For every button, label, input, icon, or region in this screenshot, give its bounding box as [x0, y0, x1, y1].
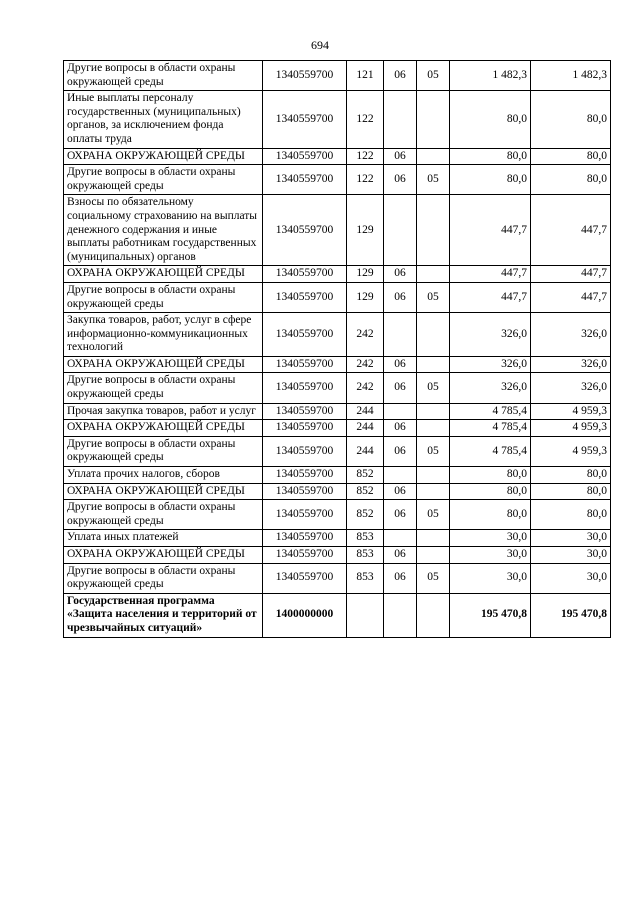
- row-sum-year1-cell: 326,0: [450, 356, 531, 373]
- row-sum-year2-cell: 326,0: [531, 313, 611, 357]
- row-sum-year1-cell: 30,0: [450, 547, 531, 564]
- row-section-cell: [384, 403, 417, 420]
- row-section-cell: [384, 313, 417, 357]
- row-subsection-cell: 05: [417, 282, 450, 312]
- row-sum-year1-cell: 30,0: [450, 563, 531, 593]
- row-section-cell: 06: [384, 356, 417, 373]
- row-subsection-cell: [417, 467, 450, 484]
- table-row: [64, 563, 611, 593]
- row-sum-year2-cell: 195 470,8: [531, 593, 611, 637]
- row-sum-year2-cell: 4 959,3: [531, 436, 611, 466]
- row-sum-year1-cell: 4 785,4: [450, 403, 531, 420]
- row-expense-type-cell: 122: [347, 148, 384, 165]
- row-name-cell: Уплата иных платежей: [64, 530, 263, 547]
- row-name-cell: Государственная программа «Защита населения и территорий от чрезвычайных ситуаций»: [64, 593, 263, 637]
- table-row: [64, 593, 611, 637]
- row-subsection-cell: 05: [417, 500, 450, 530]
- row-sum-year2-cell: 447,7: [531, 195, 611, 266]
- row-expense-type-cell: 853: [347, 530, 384, 547]
- row-name-cell: ОХРАНА ОКРУЖАЮЩЕЙ СРЕДЫ: [64, 356, 263, 373]
- row-section-cell: 06: [384, 547, 417, 564]
- row-sum-year2-cell: 30,0: [531, 547, 611, 564]
- row-sum-year2-cell: 4 959,3: [531, 420, 611, 437]
- row-sum-year2-cell: 80,0: [531, 483, 611, 500]
- table-row: [64, 467, 611, 484]
- row-expense-type-cell: 129: [347, 266, 384, 283]
- row-section-cell: 06: [384, 420, 417, 437]
- row-code-cell: 1340559700: [263, 266, 347, 283]
- row-subsection-cell: [417, 195, 450, 266]
- table-row: [64, 530, 611, 547]
- row-section-cell: 06: [384, 266, 417, 283]
- row-name-cell: Уплата прочих налогов, сборов: [64, 467, 263, 484]
- row-name-cell: Иные выплаты персоналу государственных (муниципальных) органов, за исключением фонда оплаты труда: [64, 91, 263, 148]
- row-name-cell: ОХРАНА ОКРУЖАЮЩЕЙ СРЕДЫ: [64, 547, 263, 564]
- row-section-cell: 06: [384, 282, 417, 312]
- row-code-cell: 1340559700: [263, 467, 347, 484]
- row-sum-year1-cell: 4 785,4: [450, 436, 531, 466]
- row-expense-type-cell: 852: [347, 467, 384, 484]
- row-sum-year1-cell: 447,7: [450, 266, 531, 283]
- row-section-cell: [384, 467, 417, 484]
- table-row: [64, 356, 611, 373]
- table-row: [64, 436, 611, 466]
- row-sum-year1-cell: 326,0: [450, 313, 531, 357]
- row-subsection-cell: 05: [417, 436, 450, 466]
- table-row: [64, 373, 611, 403]
- row-code-cell: 1340559700: [263, 547, 347, 564]
- row-expense-type-cell: 242: [347, 356, 384, 373]
- row-subsection-cell: [417, 403, 450, 420]
- row-sum-year2-cell: 30,0: [531, 563, 611, 593]
- row-code-cell: 1340559700: [263, 282, 347, 312]
- row-expense-type-cell: 244: [347, 420, 384, 437]
- row-sum-year1-cell: 4 785,4: [450, 420, 531, 437]
- row-subsection-cell: [417, 420, 450, 437]
- table-row: [64, 91, 611, 148]
- row-code-cell: 1340559700: [263, 420, 347, 437]
- row-name-cell: ОХРАНА ОКРУЖАЮЩЕЙ СРЕДЫ: [64, 266, 263, 283]
- row-name-cell: ОХРАНА ОКРУЖАЮЩЕЙ СРЕДЫ: [64, 148, 263, 165]
- row-subsection-cell: [417, 313, 450, 357]
- row-subsection-cell: 05: [417, 61, 450, 91]
- row-sum-year1-cell: 80,0: [450, 91, 531, 148]
- row-sum-year2-cell: 80,0: [531, 467, 611, 484]
- row-code-cell: 1340559700: [263, 61, 347, 91]
- row-sum-year2-cell: 447,7: [531, 266, 611, 283]
- row-section-cell: 06: [384, 483, 417, 500]
- page-number: 694: [311, 38, 329, 52]
- row-name-cell: Другие вопросы в области охраны окружающей среды: [64, 373, 263, 403]
- row-expense-type-cell: 853: [347, 563, 384, 593]
- row-code-cell: 1340559700: [263, 483, 347, 500]
- row-subsection-cell: [417, 483, 450, 500]
- row-code-cell: 1340559700: [263, 436, 347, 466]
- table-row: [64, 313, 611, 357]
- table-row: [64, 500, 611, 530]
- row-code-cell: 1400000000: [263, 593, 347, 637]
- row-subsection-cell: [417, 593, 450, 637]
- row-expense-type-cell: 244: [347, 436, 384, 466]
- row-expense-type-cell: 122: [347, 91, 384, 148]
- row-expense-type-cell: 853: [347, 547, 384, 564]
- row-section-cell: 06: [384, 148, 417, 165]
- row-expense-type-cell: [347, 593, 384, 637]
- row-sum-year2-cell: 80,0: [531, 91, 611, 148]
- row-name-cell: Другие вопросы в области охраны окружающей среды: [64, 282, 263, 312]
- row-code-cell: 1340559700: [263, 500, 347, 530]
- row-sum-year1-cell: 80,0: [450, 483, 531, 500]
- row-name-cell: ОХРАНА ОКРУЖАЮЩЕЙ СРЕДЫ: [64, 420, 263, 437]
- row-subsection-cell: [417, 266, 450, 283]
- row-expense-type-cell: 242: [347, 373, 384, 403]
- row-sum-year2-cell: 1 482,3: [531, 61, 611, 91]
- budget-table: [63, 60, 611, 638]
- row-code-cell: 1340559700: [263, 373, 347, 403]
- row-name-cell: Другие вопросы в области охраны окружающей среды: [64, 436, 263, 466]
- row-sum-year1-cell: 326,0: [450, 373, 531, 403]
- row-expense-type-cell: 129: [347, 195, 384, 266]
- row-sum-year1-cell: 80,0: [450, 500, 531, 530]
- row-expense-type-cell: 129: [347, 282, 384, 312]
- table-body: [64, 61, 611, 638]
- row-section-cell: 06: [384, 436, 417, 466]
- row-sum-year2-cell: 80,0: [531, 500, 611, 530]
- row-subsection-cell: [417, 91, 450, 148]
- table-row: [64, 483, 611, 500]
- row-code-cell: 1340559700: [263, 356, 347, 373]
- row-name-cell: Закупка товаров, работ, услуг в сфере информационно-коммуникационных технологий: [64, 313, 263, 357]
- row-section-cell: [384, 91, 417, 148]
- row-section-cell: 06: [384, 563, 417, 593]
- table-row: [64, 195, 611, 266]
- row-name-cell: ОХРАНА ОКРУЖАЮЩЕЙ СРЕДЫ: [64, 483, 263, 500]
- row-sum-year2-cell: 326,0: [531, 373, 611, 403]
- row-sum-year1-cell: 80,0: [450, 165, 531, 195]
- row-expense-type-cell: 122: [347, 165, 384, 195]
- row-section-cell: 06: [384, 500, 417, 530]
- row-name-cell: Другие вопросы в области охраны окружающей среды: [64, 165, 263, 195]
- row-section-cell: 06: [384, 373, 417, 403]
- row-expense-type-cell: 242: [347, 313, 384, 357]
- row-sum-year1-cell: 195 470,8: [450, 593, 531, 637]
- row-sum-year1-cell: 1 482,3: [450, 61, 531, 91]
- row-code-cell: 1340559700: [263, 148, 347, 165]
- row-sum-year1-cell: 80,0: [450, 148, 531, 165]
- table-row: [64, 61, 611, 91]
- row-code-cell: 1340559700: [263, 165, 347, 195]
- row-section-cell: 06: [384, 61, 417, 91]
- table-row: [64, 420, 611, 437]
- row-subsection-cell: [417, 547, 450, 564]
- row-name-cell: Другие вопросы в области охраны окружающей среды: [64, 563, 263, 593]
- row-sum-year2-cell: 447,7: [531, 282, 611, 312]
- row-subsection-cell: [417, 148, 450, 165]
- row-code-cell: 1340559700: [263, 563, 347, 593]
- row-sum-year2-cell: 80,0: [531, 148, 611, 165]
- row-code-cell: 1340559700: [263, 403, 347, 420]
- row-subsection-cell: 05: [417, 165, 450, 195]
- row-name-cell: Другие вопросы в области охраны окружающей среды: [64, 61, 263, 91]
- row-name-cell: Прочая закупка товаров, работ и услуг: [64, 403, 263, 420]
- row-code-cell: 1340559700: [263, 530, 347, 547]
- table-row: [64, 403, 611, 420]
- row-expense-type-cell: 121: [347, 61, 384, 91]
- row-subsection-cell: 05: [417, 373, 450, 403]
- row-sum-year2-cell: 80,0: [531, 165, 611, 195]
- row-sum-year1-cell: 447,7: [450, 195, 531, 266]
- table-row: [64, 165, 611, 195]
- row-expense-type-cell: 244: [347, 403, 384, 420]
- table-row: [64, 547, 611, 564]
- row-code-cell: 1340559700: [263, 313, 347, 357]
- row-sum-year2-cell: 30,0: [531, 530, 611, 547]
- row-name-cell: Другие вопросы в области охраны окружающей среды: [64, 500, 263, 530]
- row-subsection-cell: [417, 356, 450, 373]
- row-section-cell: 06: [384, 165, 417, 195]
- row-sum-year2-cell: 4 959,3: [531, 403, 611, 420]
- row-section-cell: [384, 195, 417, 266]
- row-code-cell: 1340559700: [263, 91, 347, 148]
- row-subsection-cell: [417, 530, 450, 547]
- table-row: [64, 148, 611, 165]
- row-expense-type-cell: 852: [347, 500, 384, 530]
- row-section-cell: [384, 593, 417, 637]
- table-row: [64, 282, 611, 312]
- row-section-cell: [384, 530, 417, 547]
- row-subsection-cell: 05: [417, 563, 450, 593]
- table-row: [64, 266, 611, 283]
- row-name-cell: Взносы по обязательному социальному страхованию на выплаты денежного содержания и иные выплаты работникам государственных (муниципальных) органов: [64, 195, 263, 266]
- row-sum-year1-cell: 30,0: [450, 530, 531, 547]
- row-code-cell: 1340559700: [263, 195, 347, 266]
- row-sum-year1-cell: 80,0: [450, 467, 531, 484]
- row-expense-type-cell: 852: [347, 483, 384, 500]
- row-sum-year1-cell: 447,7: [450, 282, 531, 312]
- row-sum-year2-cell: 326,0: [531, 356, 611, 373]
